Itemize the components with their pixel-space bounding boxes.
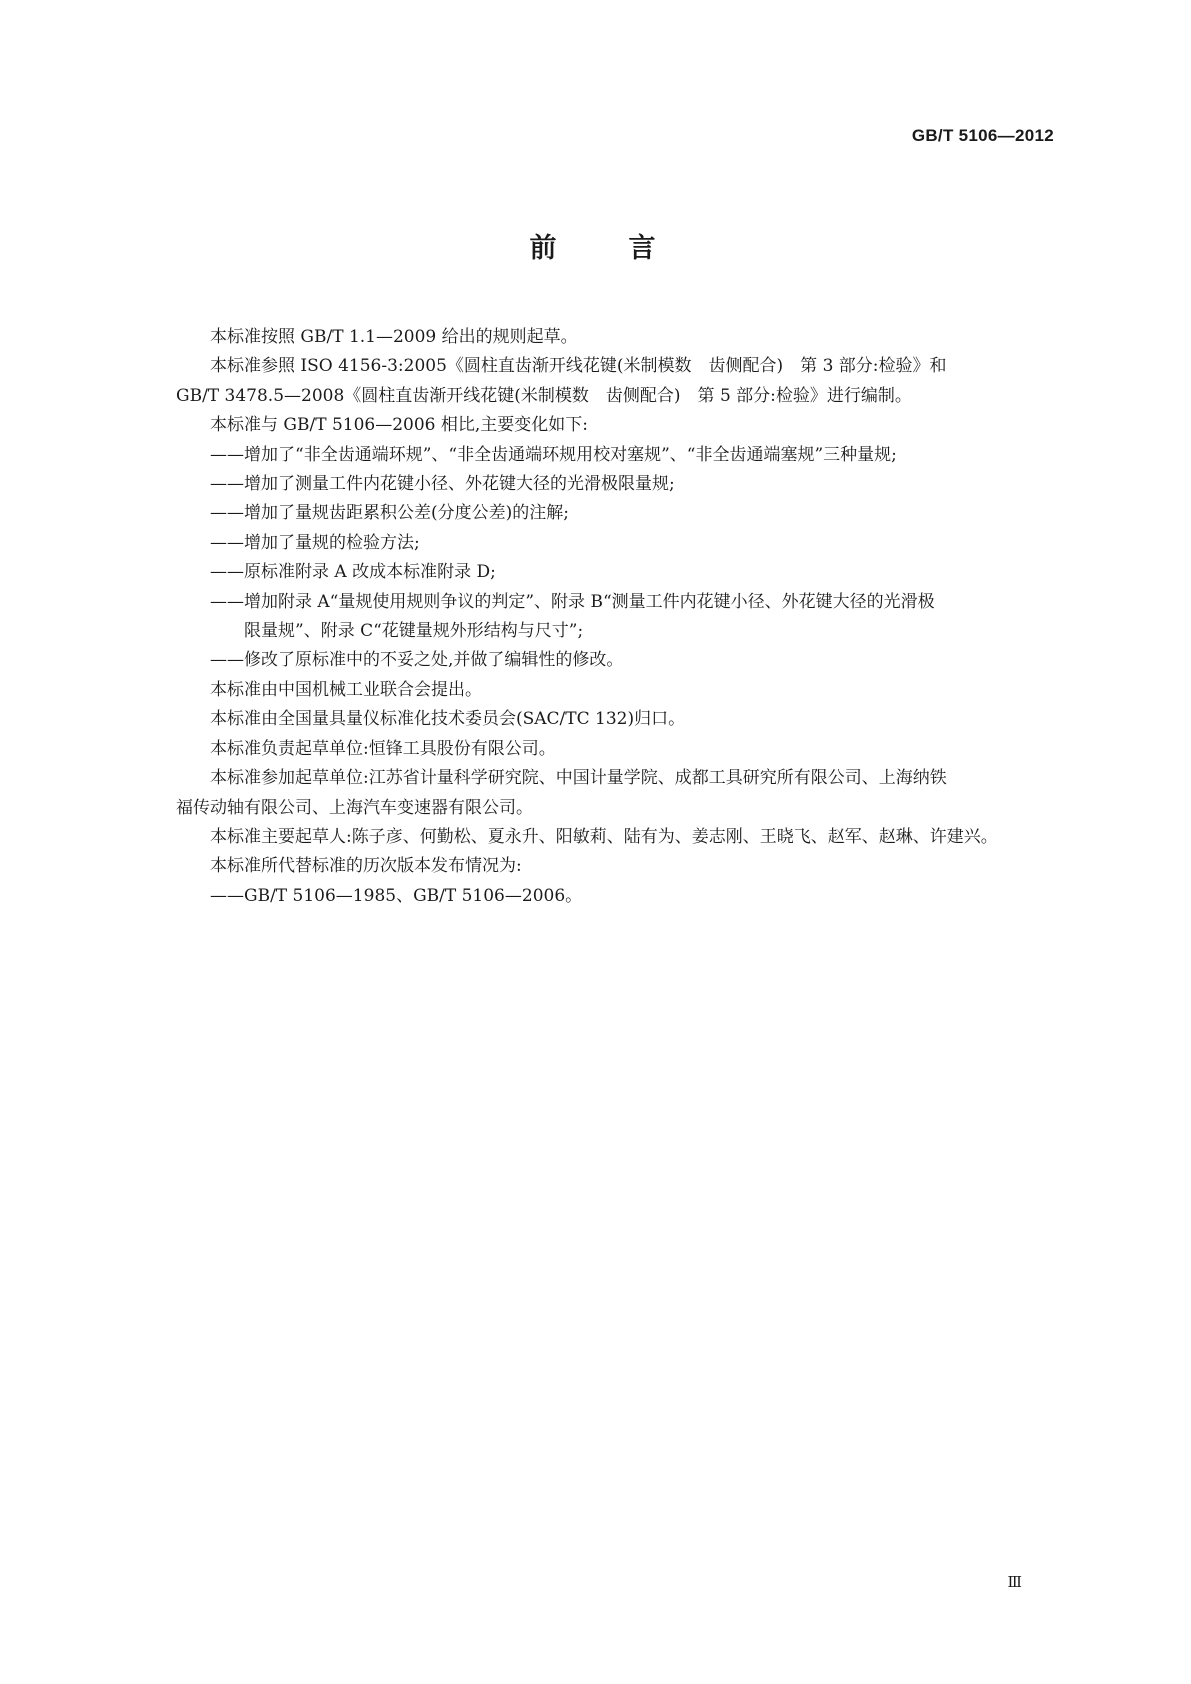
change-item: ——增加了“非全齿通端环规”、“非全齿通端环规用校对塞规”、“非全齿通端塞规”三种量规; <box>210 444 897 465</box>
paragraph-reference-line2: GB/T 3478.5—2008《圆柱直齿渐开线花键(米制模数 齿侧配合) 第 5 部分:检验》进行编制。 <box>176 385 912 406</box>
change-item-editorial: ——修改了原标准中的不妥之处,并做了编辑性的修改。 <box>210 650 624 671</box>
paragraph-lead-drafter: 本标准负责起草单位:恒锋工具股份有限公司。 <box>210 738 556 759</box>
page-title: 前 言 <box>529 233 662 264</box>
paragraph-reference-line1: 本标准参照 ISO 4156-3:2005《圆柱直齿渐开线花键(米制模数 齿侧配合) 第 3 部分:检验》和 <box>210 356 947 377</box>
paragraph-proposer: 本标准由中国机械工业联合会提出。 <box>210 679 482 700</box>
change-item: ——原标准附录 A 改成本标准附录 D; <box>210 562 496 583</box>
paragraph-changes-intro: 本标准与 GB/T 5106—2006 相比,主要变化如下: <box>210 415 589 436</box>
paragraph-main-drafters: 本标准主要起草人:陈子彦、何勤松、夏永升、阳敏莉、陆有为、姜志刚、王晓飞、赵军、赵琳、许建兴。 <box>210 826 998 847</box>
paragraph-committee: 本标准由全国量具量仪标准化技术委员会(SAC/TC 132)归口。 <box>210 709 686 730</box>
replaced-version-list: ——GB/T 5106—1985、GB/T 5106—2006。 <box>210 885 583 906</box>
preface-body <box>176 323 1054 911</box>
change-item-appendix-line1: ——增加附录 A“量规使用规则争议的判定”、附录 B“测量工件内花键小径、外花键大径的光滑极 <box>210 591 935 612</box>
change-item: ——增加了量规的检验方法; <box>210 532 420 553</box>
page-number: Ⅲ <box>1007 1573 1021 1591</box>
paragraph-participating-units-line2: 福传动轴有限公司、上海汽车变速器有限公司。 <box>176 797 533 818</box>
change-item: ——增加了测量工件内花键小径、外花键大径的光滑极限量规; <box>210 474 675 495</box>
paragraph-replaced-versions: 本标准所代替标准的历次版本发布情况为: <box>210 856 522 877</box>
paragraph-drafting-rules: 本标准按照 GB/T 1.1—2009 给出的规则起草。 <box>210 327 578 347</box>
change-item-appendix-line2: 限量规”、附录 C“花键量规外形结构与尺寸”; <box>244 621 584 642</box>
change-item: ——增加了量规齿距累积公差(分度公差)的注解; <box>210 503 569 524</box>
paragraph-participating-units-line1: 本标准参加起草单位:江苏省计量科学研究院、中国计量学院、成都工具研究所有限公司、上海纳铁 <box>210 768 947 789</box>
standard-code: GB/T 5106—2012 <box>911 126 1054 145</box>
